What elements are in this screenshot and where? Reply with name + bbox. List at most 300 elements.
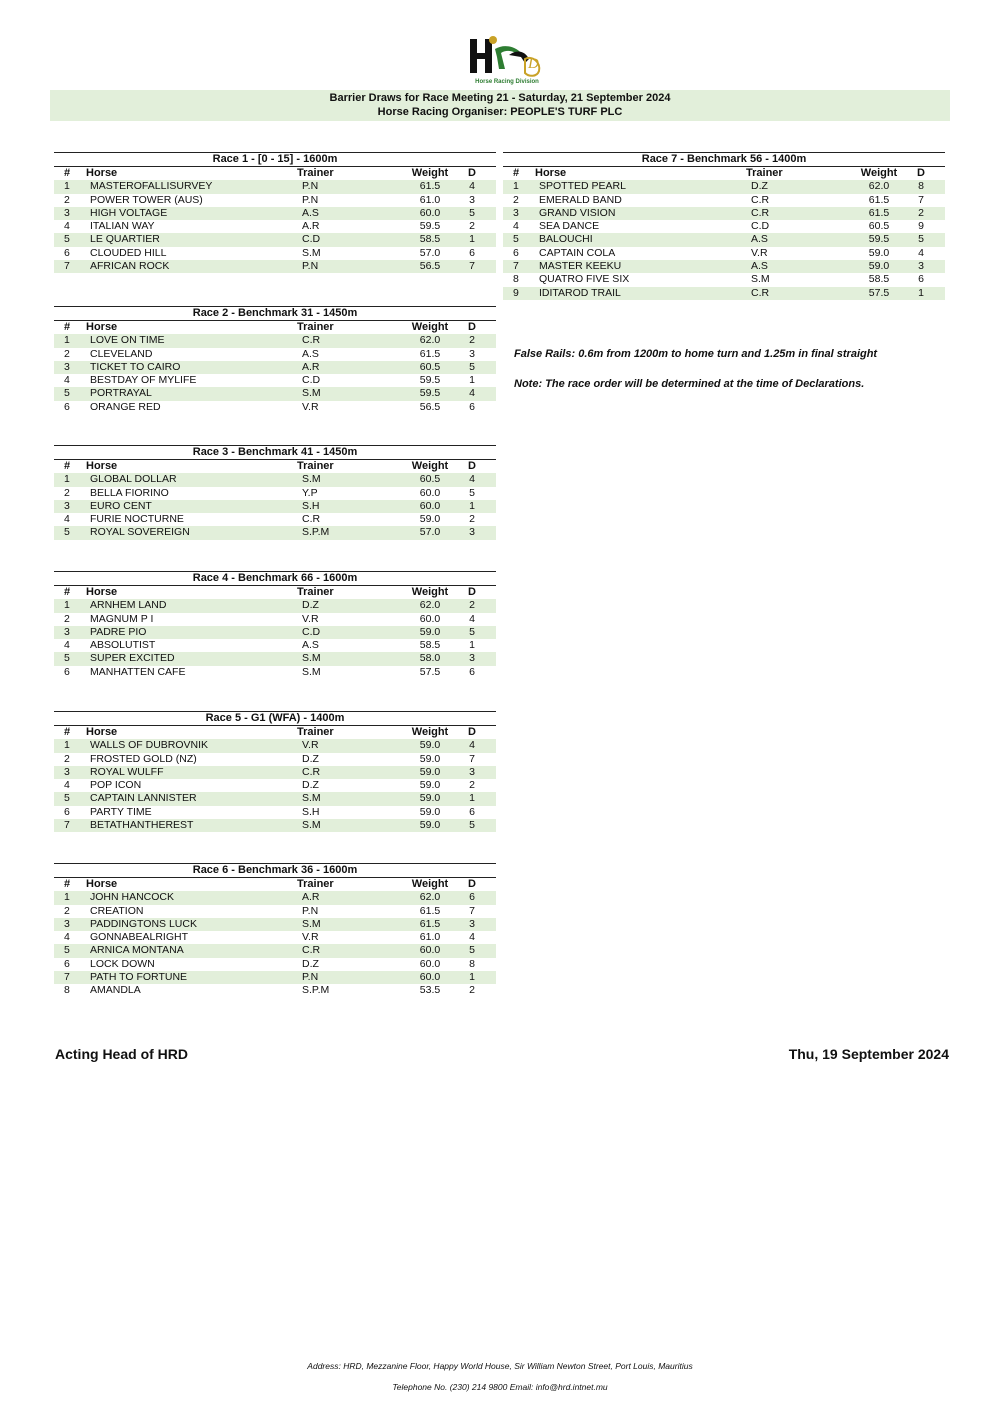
runner-horse: CLOUDED HILL [90, 246, 167, 259]
header-draw: D [468, 167, 476, 179]
runner-num: 7 [513, 260, 519, 273]
runner-horse: LOVE ON TIME [90, 334, 165, 347]
header-weight: Weight [860, 167, 898, 179]
runner-trainer: C.R [751, 286, 770, 299]
runner-num: 1 [64, 739, 70, 752]
runner-draw: 2 [469, 599, 475, 612]
runner-row [54, 806, 496, 819]
header-trainer: Trainer [297, 321, 334, 333]
runner-weight: 59.0 [419, 779, 441, 792]
runner-row [54, 971, 496, 984]
runner-num: 1 [64, 334, 70, 347]
header-draw: D [917, 167, 925, 179]
runner-weight: 61.5 [419, 347, 441, 360]
race-title: Race 4 - Benchmark 66 - 1600m [54, 571, 496, 586]
runner-trainer: S.M [302, 246, 321, 259]
runner-horse: SPOTTED PEARL [539, 180, 626, 193]
runner-num: 6 [64, 665, 70, 678]
race-table [54, 711, 496, 832]
runner-weight: 61.0 [419, 193, 441, 206]
runner-num: 4 [64, 374, 70, 387]
race-table [54, 571, 496, 679]
runner-weight: 59.0 [419, 739, 441, 752]
runner-draw: 4 [469, 473, 475, 486]
runner-row [503, 207, 945, 220]
runner-weight: 59.0 [419, 805, 441, 818]
runner-trainer: D.Z [302, 957, 319, 970]
runner-row [54, 958, 496, 971]
runner-horse: TICKET TO CAIRO [90, 360, 181, 373]
runner-draw: 6 [469, 805, 475, 818]
runner-row [54, 766, 496, 779]
runner-weight: 59.0 [419, 765, 441, 778]
runner-trainer: C.R [302, 334, 321, 347]
runner-row [54, 753, 496, 766]
race-table [54, 863, 496, 998]
runner-row [503, 247, 945, 260]
header-draw: D [468, 321, 476, 333]
runner-draw: 1 [469, 499, 475, 512]
runner-weight: 57.5 [419, 665, 441, 678]
header-band [50, 90, 950, 121]
runner-horse: SUPER EXCITED [90, 652, 175, 665]
runner-row [54, 891, 496, 904]
runner-num: 6 [64, 400, 70, 413]
runner-trainer: P.N [302, 180, 319, 193]
race-table [503, 152, 945, 300]
runner-weight: 57.0 [419, 246, 441, 259]
runner-weight: 61.0 [419, 931, 441, 944]
runner-horse: QUATRO FIVE SIX [539, 273, 630, 286]
header-trainer: Trainer [746, 167, 783, 179]
runner-weight: 60.0 [419, 957, 441, 970]
header-horse: Horse [86, 878, 118, 890]
runner-num: 8 [64, 984, 70, 997]
runner-draw: 4 [469, 180, 475, 193]
runner-num: 2 [64, 193, 70, 206]
runner-horse: ITALIAN WAY [90, 220, 155, 233]
runner-num: 3 [64, 206, 70, 219]
runner-draw: 7 [918, 193, 924, 206]
runner-draw: 1 [918, 286, 924, 299]
race-table [54, 306, 496, 414]
runner-row [54, 180, 496, 193]
runner-draw: 1 [469, 639, 475, 652]
runner-weight: 59.0 [419, 792, 441, 805]
header-horse: Horse [86, 321, 118, 333]
runner-draw: 1 [469, 792, 475, 805]
header-draw: D [468, 460, 476, 472]
runner-horse: FURIE NOCTURNE [90, 513, 184, 526]
runner-horse: JOHN HANCOCK [90, 891, 175, 904]
signatory-title: Acting Head of HRD [55, 1046, 188, 1062]
runner-weight: 60.0 [419, 499, 441, 512]
runner-weight: 57.0 [419, 526, 441, 539]
runner-weight: 61.5 [419, 917, 441, 930]
runner-trainer: C.R [302, 513, 321, 526]
runner-draw: 1 [469, 374, 475, 387]
runner-draw: 5 [469, 360, 475, 373]
header-weight: Weight [411, 726, 449, 738]
false-rails-note: False Rails: 0.6m from 1200m to home turn and 1.25m in final straight [514, 348, 878, 360]
header-num: # [64, 321, 71, 333]
runner-horse: GRAND VISION [539, 206, 616, 219]
runner-draw: 9 [918, 220, 924, 233]
runner-num: 4 [64, 220, 70, 233]
runner-draw: 4 [469, 612, 475, 625]
runner-trainer: C.R [302, 765, 321, 778]
runner-row [54, 233, 496, 246]
runner-draw: 4 [469, 931, 475, 944]
runner-trainer: C.D [302, 233, 321, 246]
runner-weight: 60.5 [419, 473, 441, 486]
runner-weight: 56.5 [419, 260, 441, 273]
runner-row [503, 180, 945, 193]
race-title: Race 2 - Benchmark 31 - 1450m [54, 306, 496, 321]
runner-row [54, 513, 496, 526]
runner-draw: 3 [469, 193, 475, 206]
runner-num: 3 [64, 625, 70, 638]
runner-weight: 59.5 [419, 374, 441, 387]
runner-num: 7 [64, 971, 70, 984]
runner-draw: 3 [469, 347, 475, 360]
runner-draw: 4 [469, 739, 475, 752]
runner-row [54, 613, 496, 626]
runner-draw: 6 [469, 891, 475, 904]
header-num: # [64, 460, 71, 472]
runner-draw: 1 [469, 971, 475, 984]
runner-trainer: C.R [751, 206, 770, 219]
header-num: # [64, 726, 71, 738]
header-draw: D [468, 878, 476, 890]
runner-trainer: D.Z [302, 779, 319, 792]
runner-weight: 60.0 [419, 971, 441, 984]
meeting-title: Barrier Draws for Race Meeting 21 - Saturday, 21 September 2024 [329, 92, 671, 104]
runner-horse: PORTRAYAL [90, 387, 152, 400]
runner-trainer: A.S [302, 639, 319, 652]
runner-num: 6 [64, 805, 70, 818]
runner-horse: GONNABEALRIGHT [90, 931, 189, 944]
runner-trainer: A.S [751, 260, 768, 273]
runner-trainer: C.D [751, 220, 770, 233]
runner-draw: 8 [918, 180, 924, 193]
runner-row [54, 247, 496, 260]
header-trainer: Trainer [297, 726, 334, 738]
runner-trainer: A.R [302, 891, 320, 904]
runner-horse: WALLS OF DUBROVNIK [90, 739, 209, 752]
runner-draw: 2 [469, 984, 475, 997]
runner-trainer: D.Z [751, 180, 768, 193]
runner-horse: EURO CENT [90, 499, 152, 512]
runner-weight: 60.0 [419, 944, 441, 957]
runner-num: 3 [64, 765, 70, 778]
runner-weight: 61.5 [419, 904, 441, 917]
runner-trainer: C.D [302, 374, 321, 387]
runner-trainer: S.P.M [302, 526, 330, 539]
runner-row [503, 273, 945, 286]
runner-weight: 59.5 [419, 387, 441, 400]
runner-num: 3 [64, 917, 70, 930]
runner-trainer: A.R [302, 220, 320, 233]
runner-horse: ROYAL SOVEREIGN [90, 526, 190, 539]
runner-row [54, 931, 496, 944]
runner-trainer: S.H [302, 805, 320, 818]
header-horse: Horse [86, 726, 118, 738]
runner-num: 3 [64, 360, 70, 373]
runner-trainer: S.M [302, 819, 321, 832]
runner-draw: 6 [469, 400, 475, 413]
runner-horse: ARNICA MONTANA [90, 944, 184, 957]
runner-draw: 2 [469, 220, 475, 233]
issue-date: Thu, 19 September 2024 [788, 1046, 949, 1062]
header-horse: Horse [86, 460, 118, 472]
header-horse: Horse [86, 586, 118, 598]
header-num: # [64, 167, 71, 179]
runner-trainer: V.R [302, 612, 319, 625]
runner-row [54, 361, 496, 374]
runner-horse: PADDINGTONS LUCK [90, 917, 197, 930]
runner-row [54, 739, 496, 752]
runner-row [54, 194, 496, 207]
runner-trainer: S.M [302, 917, 321, 930]
runner-horse: MAGNUM P I [90, 612, 154, 625]
runner-row [54, 918, 496, 931]
runner-num: 5 [513, 233, 519, 246]
runner-trainer: C.R [751, 193, 770, 206]
runner-horse: FROSTED GOLD (NZ) [90, 752, 197, 765]
runner-num: 4 [513, 220, 519, 233]
runner-row [54, 984, 496, 997]
runner-horse: SEA DANCE [539, 220, 600, 233]
runner-num: 3 [64, 499, 70, 512]
runner-num: 5 [64, 387, 70, 400]
runner-num: 7 [64, 819, 70, 832]
header-weight: Weight [411, 878, 449, 890]
runner-row [54, 500, 496, 513]
runner-draw: 5 [469, 819, 475, 832]
runner-draw: 4 [918, 246, 924, 259]
runner-weight: 58.5 [419, 639, 441, 652]
runner-trainer: S.M [302, 665, 321, 678]
footer-contact: Telephone No. (230) 214 9800 Email: info@hrd.intnet.mu [392, 1382, 608, 1392]
runner-draw: 6 [469, 246, 475, 259]
runner-trainer: V.R [302, 400, 319, 413]
header-weight: Weight [411, 586, 449, 598]
logo-caption: Horse Racing Division [475, 79, 539, 85]
runner-horse: PADRE PIO [90, 625, 147, 638]
header-trainer: Trainer [297, 167, 334, 179]
runner-weight: 60.0 [419, 206, 441, 219]
header-weight: Weight [411, 321, 449, 333]
runner-weight: 53.5 [419, 984, 441, 997]
runner-draw: 3 [469, 765, 475, 778]
runner-horse: LOCK DOWN [90, 957, 155, 970]
runner-horse: AFRICAN ROCK [90, 260, 170, 273]
runner-weight: 62.0 [868, 180, 890, 193]
runner-row [54, 487, 496, 500]
runner-row [54, 779, 496, 792]
header-num: # [513, 167, 520, 179]
runner-weight: 59.0 [419, 752, 441, 765]
runner-trainer: D.Z [302, 752, 319, 765]
runner-horse: CAPTAIN LANNISTER [90, 792, 197, 805]
runner-trainer: S.P.M [302, 984, 330, 997]
runner-trainer: S.M [302, 652, 321, 665]
runner-trainer: S.H [302, 499, 320, 512]
runner-row [54, 207, 496, 220]
race-title: Race 1 - [0 - 15] - 1600m [54, 152, 496, 167]
runner-draw: 3 [469, 652, 475, 665]
runner-horse: PARTY TIME [90, 805, 152, 818]
runner-draw: 5 [469, 625, 475, 638]
runner-row [54, 944, 496, 957]
runner-trainer: A.S [302, 347, 319, 360]
runner-row [54, 666, 496, 679]
runner-horse: ORANGE RED [90, 400, 161, 413]
runner-horse: MASTEROFALLISURVEY [90, 180, 213, 193]
runner-row [54, 652, 496, 665]
runner-trainer: S.M [751, 273, 770, 286]
runner-num: 4 [64, 639, 70, 652]
runner-draw: 2 [469, 334, 475, 347]
runner-num: 4 [64, 513, 70, 526]
runner-draw: 7 [469, 752, 475, 765]
runner-row [54, 473, 496, 486]
runner-num: 6 [64, 957, 70, 970]
runner-row [503, 287, 945, 300]
runner-weight: 60.0 [419, 486, 441, 499]
runner-row [54, 639, 496, 652]
runner-num: 7 [64, 260, 70, 273]
runner-trainer: S.M [302, 387, 321, 400]
runner-row [503, 194, 945, 207]
race-order-note: Note: The race order will be determined at the time of Declarations. [514, 378, 865, 390]
runner-trainer: A.S [751, 233, 768, 246]
runner-weight: 59.0 [419, 513, 441, 526]
runner-trainer: C.D [302, 625, 321, 638]
hrd-logo: D Horse Racing Division [465, 33, 549, 91]
header-trainer: Trainer [297, 586, 334, 598]
header-num: # [64, 586, 71, 598]
column-headers [54, 321, 496, 334]
header-horse: Horse [535, 167, 567, 179]
runner-num: 1 [64, 599, 70, 612]
runner-trainer: V.R [751, 246, 768, 259]
runner-horse: BALOUCHI [539, 233, 593, 246]
runner-weight: 59.5 [868, 233, 890, 246]
race-table [54, 445, 496, 540]
runner-horse: ABSOLUTIST [90, 639, 156, 652]
runner-num: 4 [64, 931, 70, 944]
header-num: # [64, 878, 71, 890]
runner-num: 6 [513, 246, 519, 259]
runner-draw: 8 [469, 957, 475, 970]
runner-num: 2 [513, 193, 519, 206]
runner-draw: 5 [469, 206, 475, 219]
header-trainer: Trainer [297, 460, 334, 472]
runner-num: 1 [64, 891, 70, 904]
runner-weight: 59.0 [868, 246, 890, 259]
race-table [54, 152, 496, 273]
runner-draw: 3 [469, 526, 475, 539]
runner-num: 1 [64, 473, 70, 486]
runner-row [54, 220, 496, 233]
runner-weight: 58.0 [419, 652, 441, 665]
runner-draw: 2 [469, 779, 475, 792]
runner-horse: GLOBAL DOLLAR [90, 473, 177, 486]
runner-horse: HIGH VOLTAGE [90, 206, 168, 219]
runner-draw: 7 [469, 904, 475, 917]
runner-draw: 4 [469, 387, 475, 400]
runner-horse: POP ICON [90, 779, 142, 792]
runner-row [54, 374, 496, 387]
column-headers [503, 167, 945, 180]
runner-num: 5 [64, 233, 70, 246]
runner-trainer: P.N [302, 904, 319, 917]
runner-trainer: A.R [302, 360, 320, 373]
runner-row [503, 233, 945, 246]
runner-weight: 59.0 [419, 625, 441, 638]
runner-horse: ARNHEM LAND [90, 599, 167, 612]
runner-row [54, 599, 496, 612]
race-title: Race 3 - Benchmark 41 - 1450m [54, 445, 496, 460]
header-horse: Horse [86, 167, 118, 179]
runner-horse: PATH TO FORTUNE [90, 971, 188, 984]
runner-row [503, 260, 945, 273]
runner-row [54, 819, 496, 832]
runner-horse: LE QUARTIER [90, 233, 160, 246]
runner-num: 8 [513, 273, 519, 286]
runner-num: 3 [513, 206, 519, 219]
column-headers [54, 878, 496, 891]
runner-horse: CAPTAIN COLA [539, 246, 616, 259]
runner-trainer: P.N [302, 260, 319, 273]
runner-num: 5 [64, 792, 70, 805]
runner-num: 2 [64, 612, 70, 625]
header-weight: Weight [411, 167, 449, 179]
runner-horse: BETATHANTHEREST [90, 819, 194, 832]
runner-weight: 60.0 [419, 612, 441, 625]
runner-row [503, 220, 945, 233]
runner-num: 5 [64, 944, 70, 957]
runner-weight: 60.5 [868, 220, 890, 233]
footer-address: Address: HRD, Mezzanine Floor, Happy World House, Sir William Newton Street, Port Louis, Mauritius [307, 1361, 693, 1371]
runner-horse: ROYAL WULFF [90, 765, 164, 778]
runner-draw: 7 [469, 260, 475, 273]
runner-weight: 57.5 [868, 286, 890, 299]
runner-weight: 62.0 [419, 599, 441, 612]
runner-row [54, 334, 496, 347]
runner-trainer: D.Z [302, 599, 319, 612]
runner-horse: CLEVELAND [90, 347, 153, 360]
runner-weight: 58.5 [419, 233, 441, 246]
runner-row [54, 526, 496, 539]
header-trainer: Trainer [297, 878, 334, 890]
runner-num: 1 [64, 180, 70, 193]
runner-weight: 56.5 [419, 400, 441, 413]
runner-horse: EMERALD BAND [539, 193, 622, 206]
runner-trainer: P.N [302, 971, 319, 984]
runner-num: 9 [513, 286, 519, 299]
runner-weight: 61.5 [868, 193, 890, 206]
race-title: Race 7 - Benchmark 56 - 1400m [503, 152, 945, 167]
header-weight: Weight [411, 460, 449, 472]
runner-trainer: S.M [302, 792, 321, 805]
runner-num: 1 [513, 180, 519, 193]
runner-draw: 2 [469, 513, 475, 526]
runner-row [54, 905, 496, 918]
runner-trainer: C.R [302, 944, 321, 957]
